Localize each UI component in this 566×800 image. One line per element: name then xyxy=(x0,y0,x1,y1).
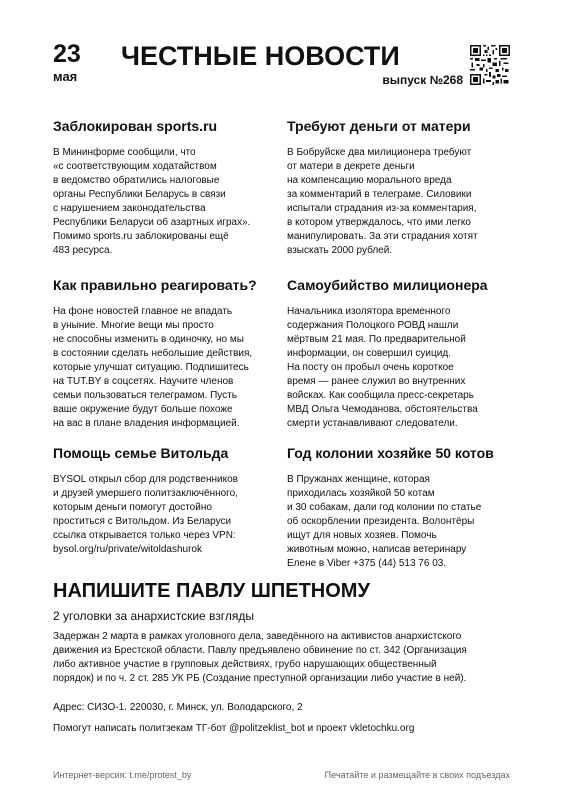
feature-title: НАПИШИТЕ ПАВЛУ ШПЕТНОМУ xyxy=(53,580,370,602)
qr-code-icon xyxy=(470,45,510,85)
article-body: Начальника изолятора временного содержания Полоцкого РОВД нашли мёртвым 21 мая. По предварительной информации, он совершил суицид. На посту он пробыл очень короткое время — ранее служил во внутренних войсках. Как сообщила пресс-секретарь МВД Ольга Чемоданова, обстоятельства смерти устанавливают следователи. xyxy=(287,306,478,429)
footer-print-note: Печатайте и размещайте в своих подъездах xyxy=(324,770,510,780)
feature-address: Адрес: СИЗО-1. 220030, г. Минск, ул. Володарского, 2 xyxy=(53,702,303,713)
issue-date xyxy=(53,42,113,84)
article-body: На фоне новостей главное не впадать в уныние. Многие вещи мы просто не способны изменить в одиночку, но мы в состоянии сделать небольшие действия, которые улучшат ситуацию. Подпишитесь на TUT.BY в соцсетях. Научите членов семьи пользоваться телеграмом. Пусть ваше окружение будут больше похоже на вас в плане владения информацией. xyxy=(53,306,253,429)
article-sports-ru-blocked xyxy=(53,118,293,258)
feature-subtitle: 2 уголовки за анархистские взгляды xyxy=(53,609,255,623)
issue-number: выпуск №268 xyxy=(382,73,463,87)
article-title: Заблокирован sports.ru xyxy=(53,118,218,134)
issue-month: мая xyxy=(53,69,78,84)
article-help-vitold-family xyxy=(53,445,293,557)
article-body: В Бобруйске два милиционера требуют от матери в декрете деньги на компенсацию морального вреда за комментарий в телеграме. Силовики испытали страдания из-за комментария, в котором утверждалось, что ими легко манипулировать. За эти страдания хотят взыскать 2000 рублей. xyxy=(287,147,478,256)
article-cat-owner-colony xyxy=(287,445,527,571)
article-title: Помощь семье Витольда xyxy=(53,445,229,461)
article-money-from-mother xyxy=(287,118,527,258)
article-title: Год колонии хозяйке 50 котов xyxy=(287,445,494,461)
article-title: Требуют деньги от матери xyxy=(287,118,471,134)
issue-day: 23 xyxy=(53,40,81,68)
article-title: Самоубийство милиционера xyxy=(287,277,488,293)
article-body: В Мининформе сообщили, что «с соответствующим ходатайством в ведомство обратились налоговые органы Республики Беларусь в связи с нарушением законодательства Республики Беларуси об азартных играх». Помимо sports.ru заблокированы ещё 483 ресурса. xyxy=(53,147,251,256)
article-body: BYSOL открыл сбор для родственников и друзей умершего политзаключённого, которым деньги помогут достойно проститься с Витольдом. Из Беларуси ссылка открывается только через VPN: bysol.org/ru/private/witoldashurok xyxy=(53,474,238,555)
newsletter-title: ЧЕСТНЫЕ НОВОСТИ xyxy=(121,41,400,71)
article-how-to-react xyxy=(53,277,293,431)
feature-body: Задержан 2 марта в рамках уголовного дела, заведённого на активистов анархистского движения из Брестской области. Павлу предъявлено обвинение по ст. 342 (Организация либо активное участие в групповых действиях, грубо нарушающих общественный порядок) и по ч. 2 ст. 285 УК РБ (Создание преступной организации либо участие в ней). xyxy=(53,631,467,684)
footer-web-version: Интернет-версия: t.me/protest_by xyxy=(53,770,192,780)
article-title: Как правильно реагировать? xyxy=(53,277,257,293)
feature-help: Помогут написать политзекам ТГ-бот @politzeklist_bot и проект vkletochku.org xyxy=(53,723,415,734)
article-body: В Пружанах женщине, которая приходилась хозяйкой 50 котам и 30 собакам, дали год колонии по статье об оскорблении президента. Волонтёры ищут для новых хозяев. Помочь животным можно, написав ветеринару Елене в Viber +375 (44) 513 76 03. xyxy=(287,474,482,569)
article-police-suicide xyxy=(287,277,527,431)
